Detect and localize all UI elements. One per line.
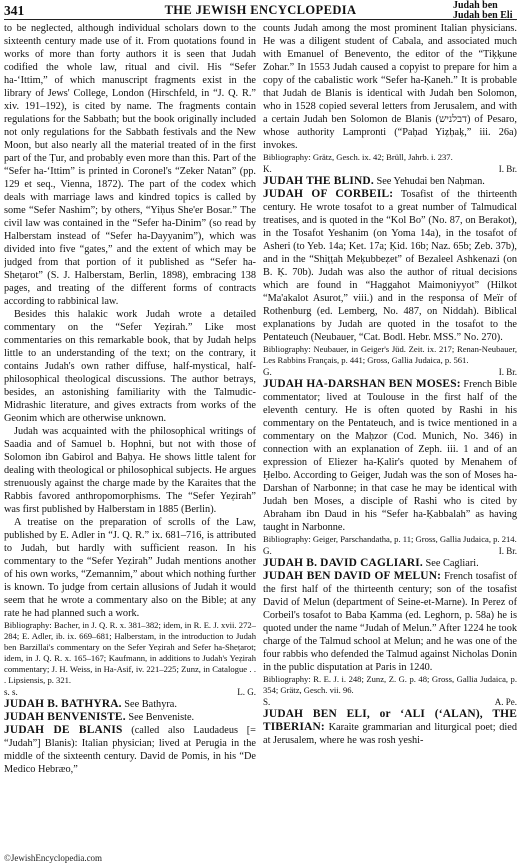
entry-text: See Yehudai ben Naḥman. [373, 176, 485, 187]
signature-line [263, 696, 517, 708]
signature-right: A. Pe. [494, 697, 517, 707]
paragraph: Judah was acquainted with the philosophical writings of Saadia and of Samuel b. Hophni, but not with those of Solomon ibn Gabirol and Baḥya. He shows little talent for dealing with theological or philosophical subjects. He argues strenuously against the charge made by the Karaites that the Rabbis favored anthropomorphisms. The “Sefer Yeẓirah” was first published by Halberstam in 1885 (Berlin). [4, 426, 256, 515]
entry-blanis [4, 724, 256, 776]
entry-text: Karaite grammarian and liturgical poet; died at Jerusalem, where he was rosh yeshi- [263, 722, 517, 746]
bibliography: Bibliography: Bacher, in J. Q. R. x. 381–382; idem, in R. E. J. xvii. 272–284; E. Adler, ib. ix. 669–681; Halberstam, in the introduction to Judah ben Barzillai's commentary on the Sefer Yeẓirah and Sefer ha-Sheṭarot; idem, in J. Q. R. x. 165–167; Kaufmann, in additions to Judah's Yeẓirah commentary; J. H. Weiss, in Ha-Asif, iv. 221–225; Zunz, in Catalogue . . . Lipsiensis, p. 321. [4, 620, 256, 685]
paragraph: counts Judah among the most prominent Italian physicians. He was a diligent student of Cabala, and associated much with Emanuel of Benevento, the editor of the “Tiḳḳune Zohar.” In 1553 Judah caused a copyist to prepare for him a copy of the cabalistic work “Sefer ha-Ḳaneh.” It is probable that Judah de Blanis is identical with Judah ben Solomon, who in 1528 copied several letters from Jerusalem, and with a certain Judah ben Solomon de Blanis (דבלניש) of Pesaro, whose authority Lampronti (“Paḥad Yiẓḥaḳ,” iii. 26a) invokes. [263, 23, 517, 151]
paragraph: Besides this halakic work Judah wrote a detailed commentary on the “Sefer Yeẓirah.” Like most commentaries on this remarkable book, that by Judah helps little to an understanding of the text; on the contrary, it contains Judah's own rather diffuse, half-mystical, half-philosophical theological discussions. The author betrays, besides, an astonishing familiarity with the Talmudic-Midrashic literature, and gives extracts from works of the Geonim which are otherwise unknown. [4, 309, 256, 424]
headword: JUDAH OF CORBEIL: [263, 188, 394, 200]
signature-right: I. Br. [498, 546, 517, 556]
running-title: THE JEWISH ENCYCLOPEDIA [164, 3, 357, 17]
catchword-last: Judah ben Eli [453, 10, 513, 21]
signature-right: L. G. [237, 687, 256, 697]
entry-text: Tosafist of the thirteenth century. He wrote tosafot to a great number of Talmudical treatises, and is quoted in the “Kol Bo” (No. 87, on Berakot), in the Tosafot Yeshanim (on Yoma 14a), in the tosafot of Asheri (to Yeb. 14a; Ket. 17a; Ḳid. 16b; Naz. 65b; Zeb. 37b), and in the “Shiṭṭah Meḳubbeẓet” of Bezaleel Ashkenazi (on B. Ḳ. 70b). Judah was also the author of ritual decisions which are found in “Haggahot Maimoniyyot” (Hilkot “Ma'akalot Asurot,” viii.) and in the responsa of Meïr of Rothenburg (ed. Lemberg, No. 487, on Niddah). Biblical explanations by Judah are quoted in the tosafot to the Pentateuch (Neubauer, “Cat. Bodl. Hebr. MSS.” No. 270). [263, 189, 517, 343]
entry-corbeil [263, 188, 517, 344]
catchwords [453, 1, 517, 21]
signature-line [263, 545, 517, 557]
bibliography: Bibliography: Neubauer, in Geiger's Jüd. Zeit. ix. 217; Renan-Neubauer, Les Rabbins Français, p. 441; Gross, Gallia Judaica, p. 561. [263, 344, 517, 365]
entry-text: French tosafist of the first half of the thirteenth century; son of the tosafist David of Melun (department of Seine-et-Marne). In Perez of Corbeil's tosafot to Baba Ḳamma (ed. Leghorn, p. 58a) he is quoted under the name “Judah of Melun.” After 1224 he took charge of the Talmud school at Melun; and he was one of the four rabbis who defended the Talmud against Nicholas Donin in the public disputation at Paris in 1240. [263, 571, 517, 673]
headword: JUDAH B. DAVID CAGLIARI. [263, 557, 423, 569]
entry-benveniste [4, 711, 256, 724]
bibliography: Bibliography: Grätz, Gesch. ix. 42; Brüll, Jahrb. i. 237. [263, 152, 453, 162]
signature-line [263, 163, 517, 175]
paragraph: to be neglected, although individual scholars down to the sixteenth century made use of it. From quotations found in works of more than forty authors it is seen that Judah codified the whole law, ritual and civil. His “Sefer ha-‘Ittim,” of which manuscript fragments exist in the library of Jews' College, London (Hirschfeld, in “J. Q. R.” xiv. 191–192), is cited by name. The fragments contain regulations for the Sabbath; but the book originally included not only regulations for the Sabbath festivals and the New Moon, but also nearly all the material treated of in the first part of the Ṭur, and probably even more than this. Part of the “Sefer ha-‘Ittim” is printed in Coronel's “Zeker Natan” (pp. 129 et seq., Vienna, 1872). The part of the codex which deals with marriage laws and kindred topics is called by some “Sefer Nashim”; by others, “Yiḥus She'er Bosar.” The civil law was contained in the “Sefer ha-Dinim” (so read by Halberstam instead of “Sefer ha-Dayyanim”), which was divided into five “gates,” and the extent of which may be judged from that portion of it published as “Sefer ha-Sheṭarot” (S. J. Halberstam, Berlin, 1898), embracing 138 pages, and treating of the different forms of contracts according to rabbinical law. [4, 23, 256, 307]
header-rule [4, 19, 517, 20]
signature-line [263, 366, 517, 378]
entry-text: (called also Laudadeus [= “Judah”] Blanis): Italian physician; lived at Perugia in the middle of the sixteenth century. David de Pomis, in his “De Medico Hebræo,” [4, 725, 256, 775]
headword: JUDAH BEN DAVID OF MELUN: [263, 570, 442, 582]
page-header [0, 0, 521, 22]
headword: JUDAH DE BLANIS [4, 724, 123, 736]
headword: JUDAH THE BLIND. [263, 175, 374, 187]
signature-left: G. [263, 367, 272, 377]
signature-left: G. [263, 546, 272, 556]
signature-left: K. [263, 164, 272, 174]
bibliography: Bibliography: R. E. J. i. 248; Zunz, Z. G. p. 48; Gross, Gallia Judaica, p. 354; Grätz, Gesch. vii. 96. [263, 674, 517, 695]
entry-melun [263, 570, 517, 674]
entry-ha-darshan [263, 378, 517, 534]
entry-text: See Cagliari. [422, 558, 479, 569]
page-number: 341 [4, 3, 25, 18]
left-column [4, 22, 256, 852]
signature-line [4, 686, 256, 698]
headword: JUDAH BEN ELI, or ‘ALI (‘ALAN), THE TIBERIAN: [263, 708, 517, 733]
headword: JUDAH HA-DARSHAN BEN MOSES: [263, 378, 461, 390]
entry-text: See Benveniste. [125, 712, 195, 723]
entry-blind [263, 175, 517, 188]
entry-judah-ben-eli [263, 708, 517, 747]
entry-bathyra [4, 698, 256, 711]
signature-left: S. [263, 697, 271, 707]
signature-right: I. Br. [498, 164, 517, 174]
signature-left: s. s. [4, 687, 18, 697]
copyright-footer: ©JewishEncyclopedia.com [4, 853, 103, 863]
catchword-first: Judah ben [453, 0, 498, 11]
headword: JUDAH BENVENISTE. [4, 711, 126, 723]
entry-cagliari [263, 557, 517, 570]
right-column [263, 22, 517, 852]
headword: JUDAH B. BATHYRA. [4, 698, 122, 710]
paragraph: A treatise on the preparation of scrolls of the Law, published by E. Adler in “J. Q. R.” ix. 681–716, is attributed to Judah, but hardly with sufficient reason. In his commentary to the “Sefer Yeẓirah” Judah mentions another of his own works, “Zemannim,” about which nothing further is known. To judge from certain allusions of Judah it would seem that he wrote a commentary also on the Bible; at any rate he had planned such a work. [4, 517, 256, 619]
signature-right: I. Br. [498, 367, 517, 377]
entry-text: See Bathyra. [121, 699, 177, 710]
entry-text: French Bible commentator; lived at Toulouse in the first half of the eleventh century. He is often quoted by Rashi in his commentary on the Pentateuch, and is twice mentioned in a commentary on the Maḥzor (Cod. Munich, No. 346) in connection with an explanation of Zeph. iii. 1 and of an expression of Eliezer ha-Ḳalir's quoted by Menahem of Ḥelbo. According to Geiger, Judah was the son of Moses ha-Darshan of Narbonne; in that case he may be identical with Judah ben Moses, a disciple of Rashi who is cited by Abraham ibn Daud in his “Sefer ha-Ḳabbalah” as having taught in Narbonne. [263, 379, 517, 533]
bibliography: Bibliography: Geiger, Parschandatha, p. 11; Gross, Gallia Judaica, p. 214. [263, 534, 517, 544]
